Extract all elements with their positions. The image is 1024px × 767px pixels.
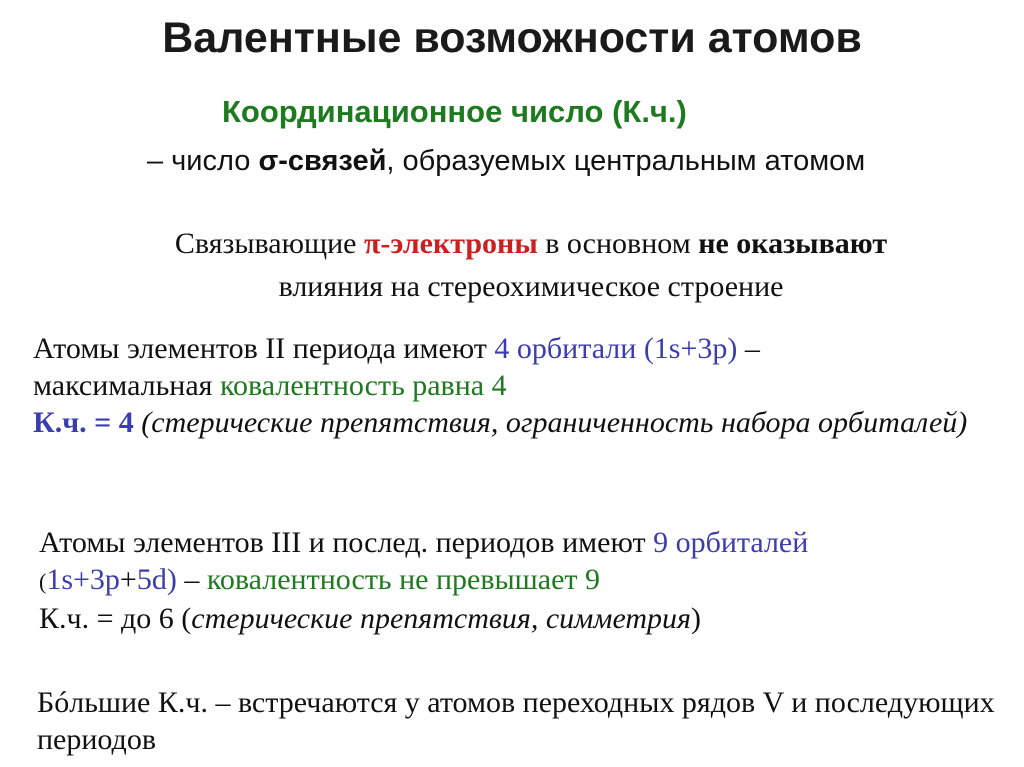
period3-plus: + [119,563,137,596]
definition-suffix: , образуемых центральным атомом [386,145,866,177]
period2-covalence: ковалентность равна 4 [219,369,507,402]
sigma-bonds-term: σ-связей [258,145,387,177]
pi-electrons-note [0,222,1024,308]
period2-kch: К.ч. = 4 [33,406,134,439]
transition-metals-paragraph: Бóльшие К.ч. – встречаются у атомов переходных рядов V и последующих периодов [37,686,995,756]
pi-note-emphasis: не оказывают [698,227,888,260]
period3-orbitals: 9 орбиталей [653,526,809,559]
period3-text1: Атомы элементов III и послед. периодов имеют [39,526,654,559]
period2-text2: максимальная [33,369,220,402]
pi-note-part3: в основном [537,227,699,260]
period3-dash: – [176,563,207,596]
period3-close-paren: ) [690,602,701,635]
pi-note-part1: Связывающие [174,227,364,260]
coordination-number-heading: Координационное число (К.ч.) [222,94,687,129]
period-two-paragraph [33,330,1013,441]
period3-sp-orbitals: 1s+3p [46,563,120,596]
period3-open-paren: ( [39,569,47,594]
period3-d-orbitals: 5d) [136,563,177,596]
slide-title: Валентные возможности атомов [162,14,862,62]
period2-reason: (стерические препятствия, ограниченность набора орбиталей) [133,406,968,439]
period3-kch: К.ч. = до 6 ( [39,602,192,635]
period2-text1: Атомы элементов II периода имеют [33,332,495,365]
pi-electrons-term: π-электроны [363,227,538,260]
period2-orbitals: 4 орбитали (1s+3p) [494,332,738,365]
period3-covalence: ковалентность не превышает 9 [206,563,601,596]
coordination-number-definition [147,140,865,182]
period-three-paragraph [39,524,1014,637]
definition-prefix: – число [147,145,259,177]
period3-reason: стерические препятствия, симметрия [191,602,691,635]
period2-dash: – [737,332,760,365]
pi-note-line2: влияния на стереохимическое строение [278,270,784,303]
